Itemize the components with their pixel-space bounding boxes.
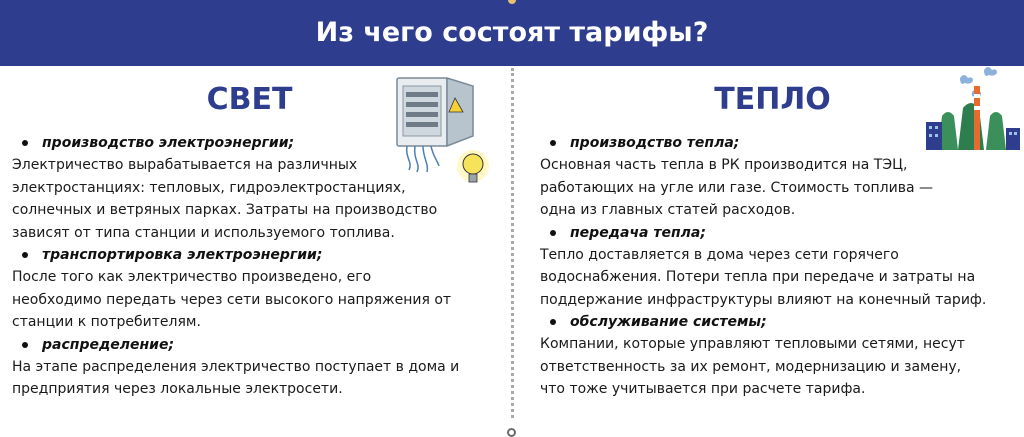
heat-sections — [540, 132, 1014, 401]
section — [12, 334, 490, 401]
section-body: На этапе распределения электричество поступает в дома и предприятия через локальные электросети. — [12, 358, 460, 397]
header-banner — [0, 0, 1024, 66]
electrical-panel-icon — [393, 74, 493, 194]
power-plant-icon — [924, 64, 1020, 154]
section-body: Электричество вырабатывается на различных электростанциях: тепловых, гидроэлектростанциях, солнечных и ветряных парках. Затраты на производство зависят от типа станции и используемого топлива. — [12, 157, 438, 241]
bullet-icon — [22, 342, 28, 348]
section-heading: передача тепла; — [540, 222, 1014, 244]
section-heading: транспортировка электроэнергии; — [12, 244, 490, 266]
section — [540, 311, 1014, 401]
bullet-icon — [550, 230, 556, 236]
bullet-icon — [22, 140, 28, 146]
section-heading: обслуживание системы; — [540, 311, 1014, 333]
section-heading: производство электроэнергии; — [12, 132, 490, 154]
heat-title: ТЕПЛО — [714, 82, 831, 117]
page-title: Из чего состоят тарифы? — [315, 17, 709, 48]
column-divider — [511, 68, 514, 418]
section — [540, 222, 1014, 312]
electricity-title: СВЕТ — [206, 82, 293, 117]
bullet-icon — [550, 319, 556, 325]
section-body: Тепло доставляется в дома через сети горячего водоснабжения. Потери тепла при передаче и затраты на поддержание инфраструктуры влияют на конечный тариф. — [540, 246, 987, 308]
bullet-icon — [22, 252, 28, 258]
section-heading: производство тепла; — [540, 132, 1014, 154]
section — [12, 244, 490, 334]
section-body: Основная часть тепла в РК производится на ТЭЦ, работающих на угле или газе. Стоимость топлива — одна из главных статей расходов. — [540, 157, 934, 218]
section-heading: распределение; — [12, 334, 490, 356]
light-bulb-icon — [457, 150, 489, 182]
section-body: Компании, которые управляют тепловыми сетями, несут ответственность за их ремонт, модернизацию и замену, что тоже учитывается при расчете тарифа. — [540, 336, 965, 397]
bullet-icon — [550, 140, 556, 146]
section-body: После того как электричество произведено, его необходимо передать через сети высокого напряжения от станции к потребителям. — [12, 269, 452, 330]
